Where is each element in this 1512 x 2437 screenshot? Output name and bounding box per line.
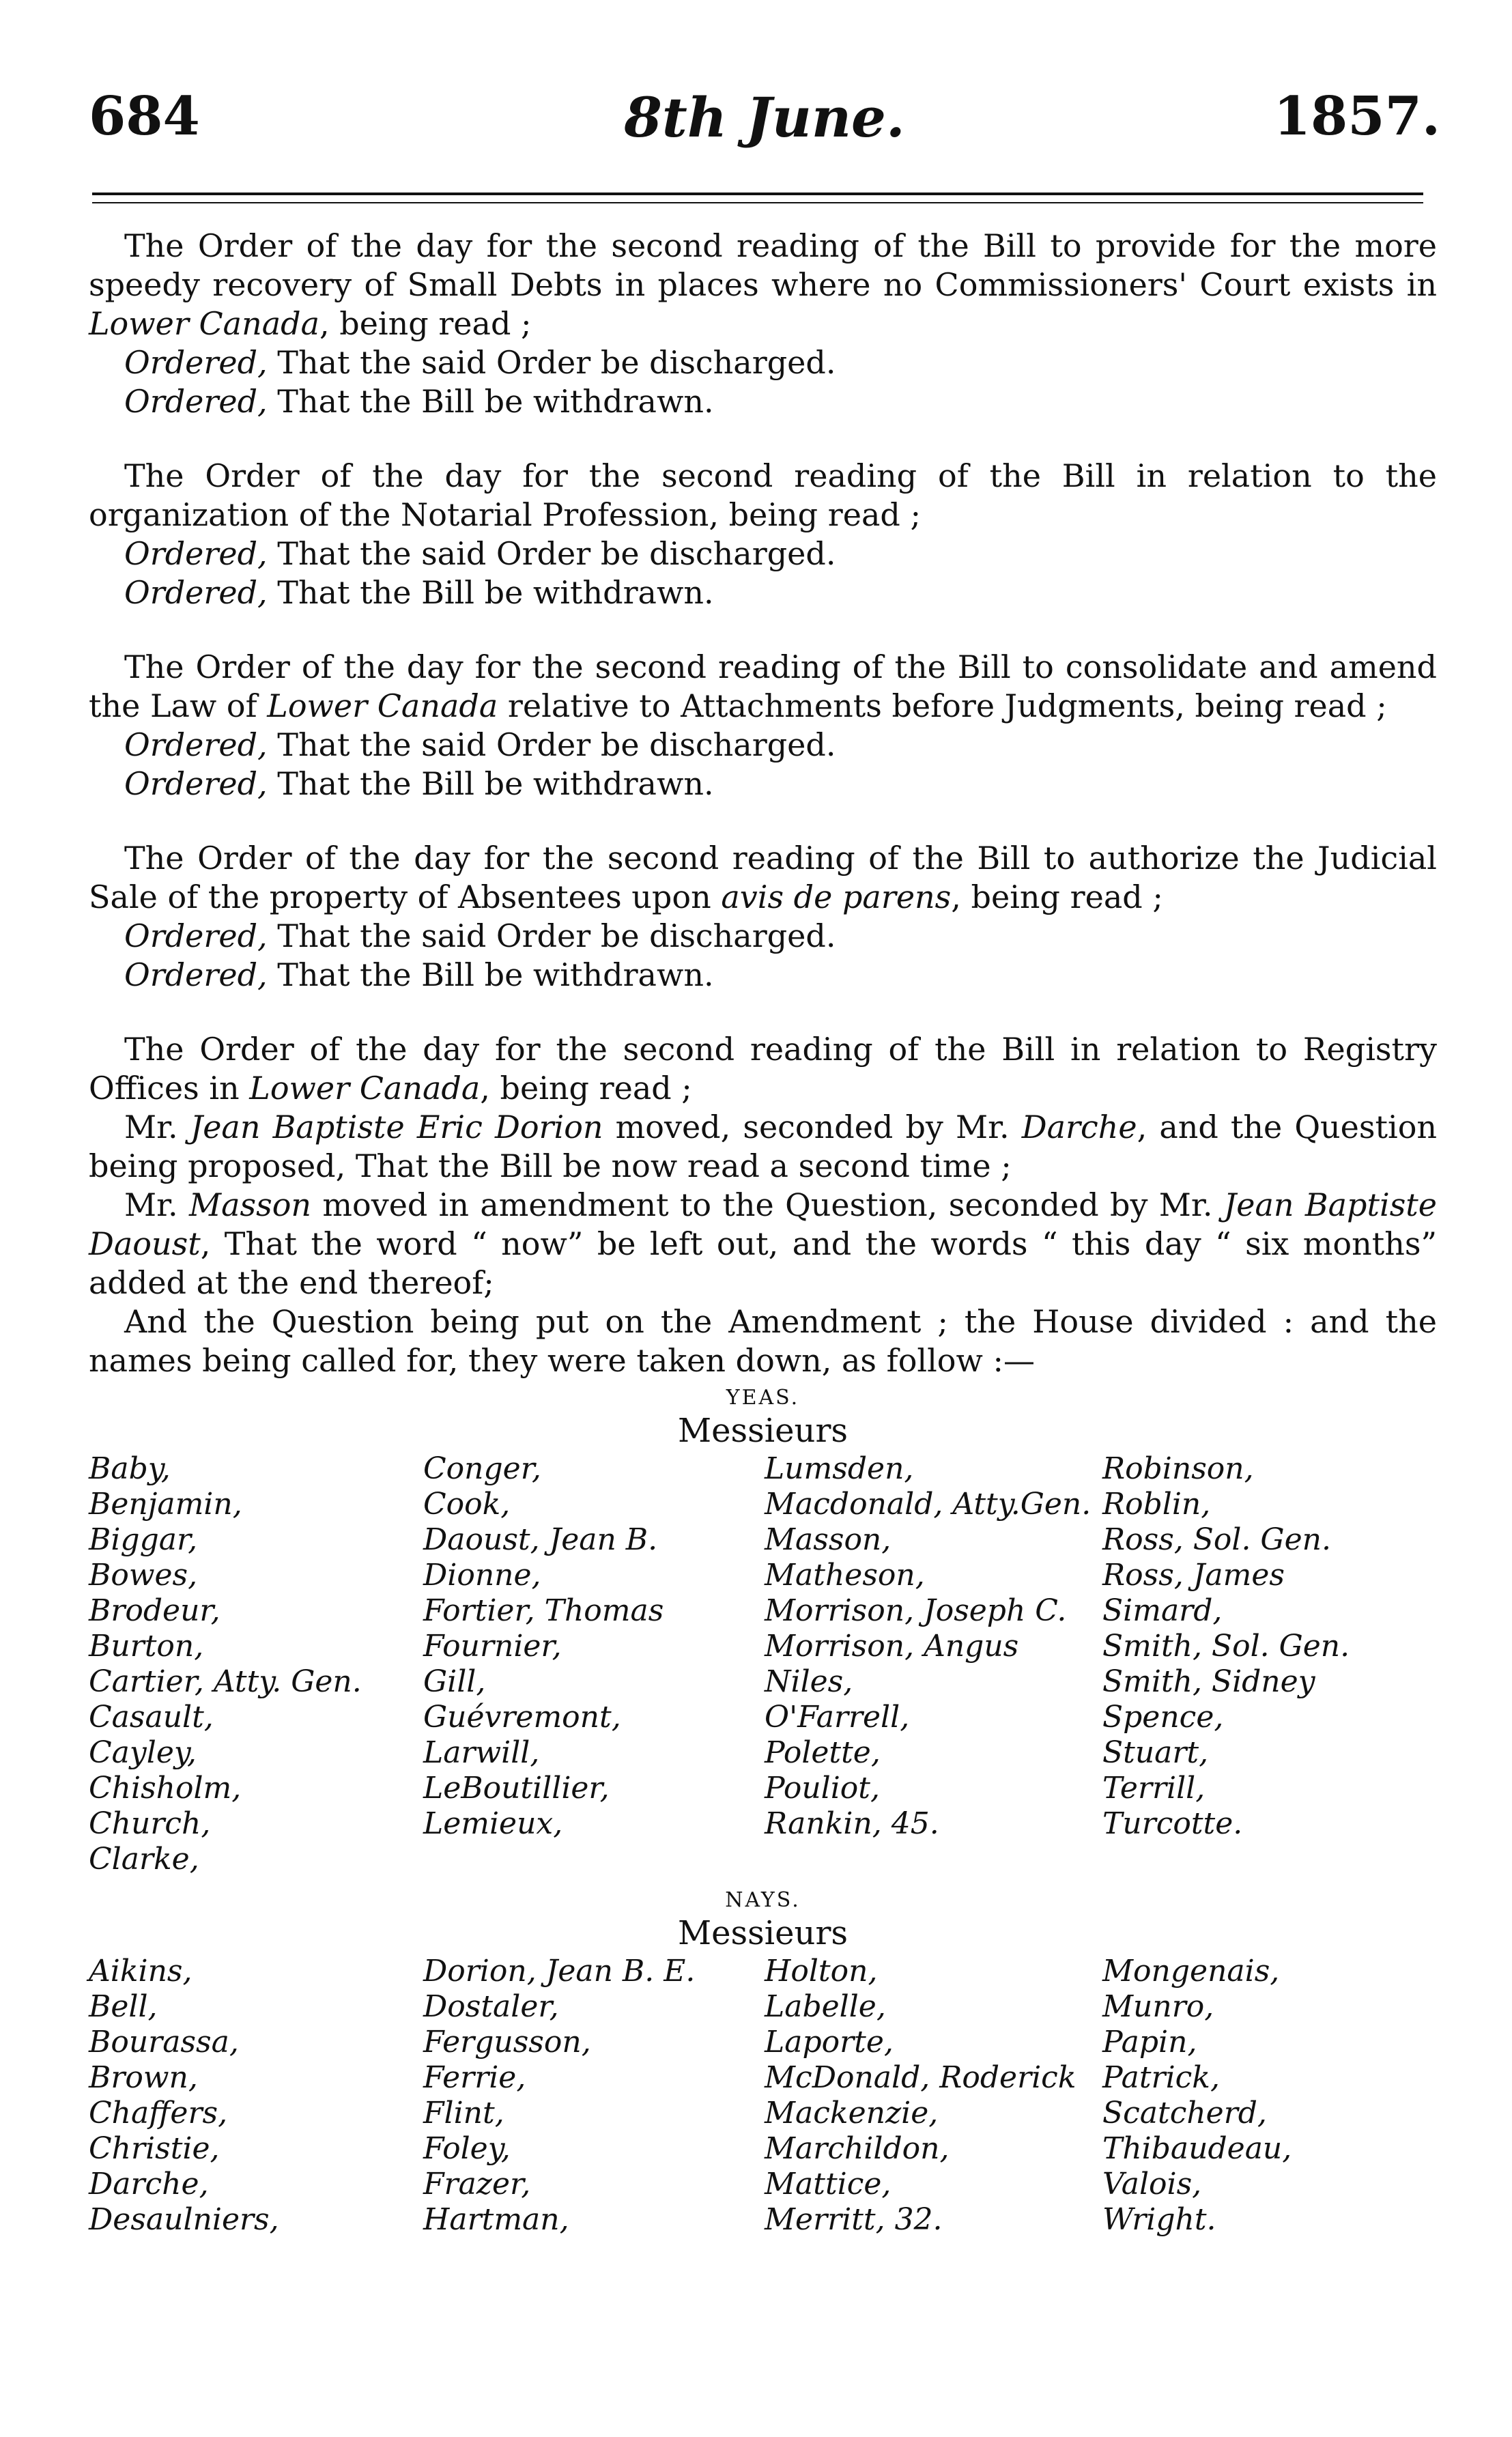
member-name: Pouliot, [765,1771,880,1806]
member-name: O'Farrell, [765,1700,910,1735]
yeas-names [89,1451,1437,1877]
member-name: Dostaler, [423,1989,559,2024]
member-name: Labelle, [765,1989,886,2024]
member-name: Christie, [89,2131,220,2166]
yeas-messieurs: Messieurs [677,1412,848,1450]
member-name: Church, [89,1806,211,1841]
member-name: Brodeur, [89,1593,220,1628]
member-name: Cartier, Atty. Gen. [89,1664,362,1699]
member-name: Larwill, [423,1735,540,1770]
member-name: Morrison, Angus [765,1629,1019,1664]
member-name: Polette, [765,1735,881,1770]
member-name: Ross, Sol. Gen. [1102,1522,1331,1557]
member-name: Foley, [423,2131,511,2166]
member-name: Laporte, [765,2025,894,2060]
member-name: Biggar, [89,1522,198,1557]
paragraph-notarial: The Order of the day for the second reading of the Bill in relation to the organization of the Notarial Profession, being read ; Ordered, That the said Order be discharged. Ordered, That the Bill be withdrawn. [89,457,1437,611]
member-name: Niles, [765,1664,853,1699]
member-name: Chaffers, [89,2096,228,2130]
page-date: 8th June. [624,85,905,149]
member-name: Casault, [89,1700,214,1735]
member-name: Cayley, [89,1735,197,1770]
member-name: McDonald, Roderick [765,2060,1076,2095]
member-name: Guévremont, [423,1700,621,1735]
member-name: Merritt, 32. [765,2202,943,2237]
page-body [89,227,1437,2238]
member-name: Lemieux, [423,1806,563,1841]
member-name: Valois, [1102,2167,1202,2201]
member-name: Masson, [765,1522,891,1557]
nays-messieurs: Messieurs [677,1914,848,1952]
member-name: Darche, [89,2167,209,2201]
member-name: Robinson, [1102,1451,1254,1486]
nays-heading: NAYS. [725,1888,801,1912]
yeas-heading: YEAS. [726,1386,800,1410]
member-name: Aikins, [89,1954,192,1989]
member-name: Fortier, Thomas [423,1593,664,1628]
member-name: Ferrie, [423,2060,526,2095]
member-name: Baby, [89,1451,171,1486]
member-name: Mongenais, [1102,1954,1280,1989]
yeas-column-3 [765,1451,1102,1877]
member-name: Hartman, [423,2202,569,2237]
paragraph-attachments: The Order of the day for the second reading of the Bill to consolidate and amend the Law of Lower Canada relative to Attachments before Judgments, being read ; Ordered, That the said Order be discharged. Ordered, That the Bill be withdrawn. [89,649,1437,802]
page-year: 1857. [1273,85,1440,147]
member-name: Stuart, [1102,1735,1209,1770]
member-name: Fournier, [423,1629,562,1664]
member-name: Gill, [423,1664,486,1699]
member-name: Smith, Sol. Gen. [1102,1629,1350,1664]
member-name: LeBoutillier, [423,1771,610,1806]
member-name: Scatcherd, [1102,2096,1267,2130]
member-name: Dorion, Jean B. E. [423,1954,696,1989]
member-name: Spence, [1102,1700,1224,1735]
member-name: Conger, [423,1451,541,1486]
member-name: Rankin, 45. [765,1806,939,1841]
nays-column-3 [765,1954,1102,2238]
member-name: Munro, [1102,1989,1214,2024]
member-name: Mattice, [765,2167,891,2201]
member-name: Patrick, [1102,2060,1220,2095]
member-name: Fergusson, [423,2025,591,2060]
member-name: Cook, [423,1487,511,1522]
member-name: Simard, [1102,1593,1223,1628]
page-number: 684 [89,85,200,147]
member-name: Marchildon, [765,2131,950,2166]
nays-column-2 [423,1954,765,2238]
member-name: Chisholm, [89,1771,242,1806]
paragraph-small-debts: The Order of the day for the second reading of the Bill to provide for the more speedy recovery of Small Debts in places where no Commissioners' Court exists in Lower Canada, being read ; Ordered, That the said Order be discharged. Ordered, That the Bill be withdrawn. [89,227,1437,420]
header-rule-thin [92,202,1423,203]
member-name: Terrill, [1102,1771,1206,1806]
yeas-column-2 [423,1451,765,1877]
member-name: Morrison, Joseph C. [765,1593,1067,1628]
member-name: Bowes, [89,1558,198,1593]
header-rule-thick [92,193,1423,195]
member-name: Benjamin, [89,1487,242,1522]
member-name: Macdonald, Atty.Gen. [765,1487,1092,1522]
member-name: Holton, [765,1954,878,1989]
member-name: Clarke, [89,1842,199,1877]
member-name: Smith, Sidney [1102,1664,1315,1699]
yeas-section [89,1384,1437,1877]
nays-column-4 [1102,1954,1437,2238]
nays-column-1 [89,1954,423,2238]
yeas-column-1 [89,1451,423,1877]
member-name: Desaulniers, [89,2202,279,2237]
member-name: Frazer, [423,2167,531,2201]
member-name: Roblin, [1102,1487,1211,1522]
yeas-column-4 [1102,1451,1437,1877]
nays-names [89,1954,1437,2238]
member-name: Matheson, [765,1558,925,1593]
member-name: Turcotte. [1102,1806,1243,1841]
member-name: Dionne, [423,1558,541,1593]
member-name: Bell, [89,1989,158,2024]
member-name: Papin, [1102,2025,1197,2060]
member-name: Brown, [89,2060,198,2095]
page-header [89,85,1440,160]
member-name: Mackenzie, [765,2096,939,2130]
member-name: Bourassa, [89,2025,239,2060]
member-name: Flint, [423,2096,504,2130]
member-name: Lumsden, [765,1451,914,1486]
member-name: Burton, [89,1629,204,1664]
member-name: Wright. [1102,2202,1216,2237]
member-name: Thibaudeau, [1102,2131,1292,2166]
paragraph-judicial-sale: The Order of the day for the second reading of the Bill to authorize the Judicial Sale of the property of Absentees upon avis de parens, being read ; Ordered, That the said Order be discharged. Ordered, That the Bill be withdrawn. [89,840,1437,993]
nays-section [89,1887,1437,2238]
paragraph-registry: The Order of the day for the second reading of the Bill in relation to Registry Offices in Lower Canada, being read ; Mr. Jean Baptiste Eric Dorion moved, seconded by Mr. Darche, and the Question being proposed, That the Bill be now read a second time ; Mr. Masson moved in amendment to the Question, seconded by Mr. Jean Baptiste Daoust, That the word “ now” be left out, and the words “ this day “ six months” added at the end thereof; And the Question being put on the Amendment ; the House divided : and the names being called for, they were taken down, as follow :— [89,1031,1438,1379]
member-name: Ross, James [1102,1558,1285,1593]
member-name: Daoust, Jean B. [423,1522,658,1557]
